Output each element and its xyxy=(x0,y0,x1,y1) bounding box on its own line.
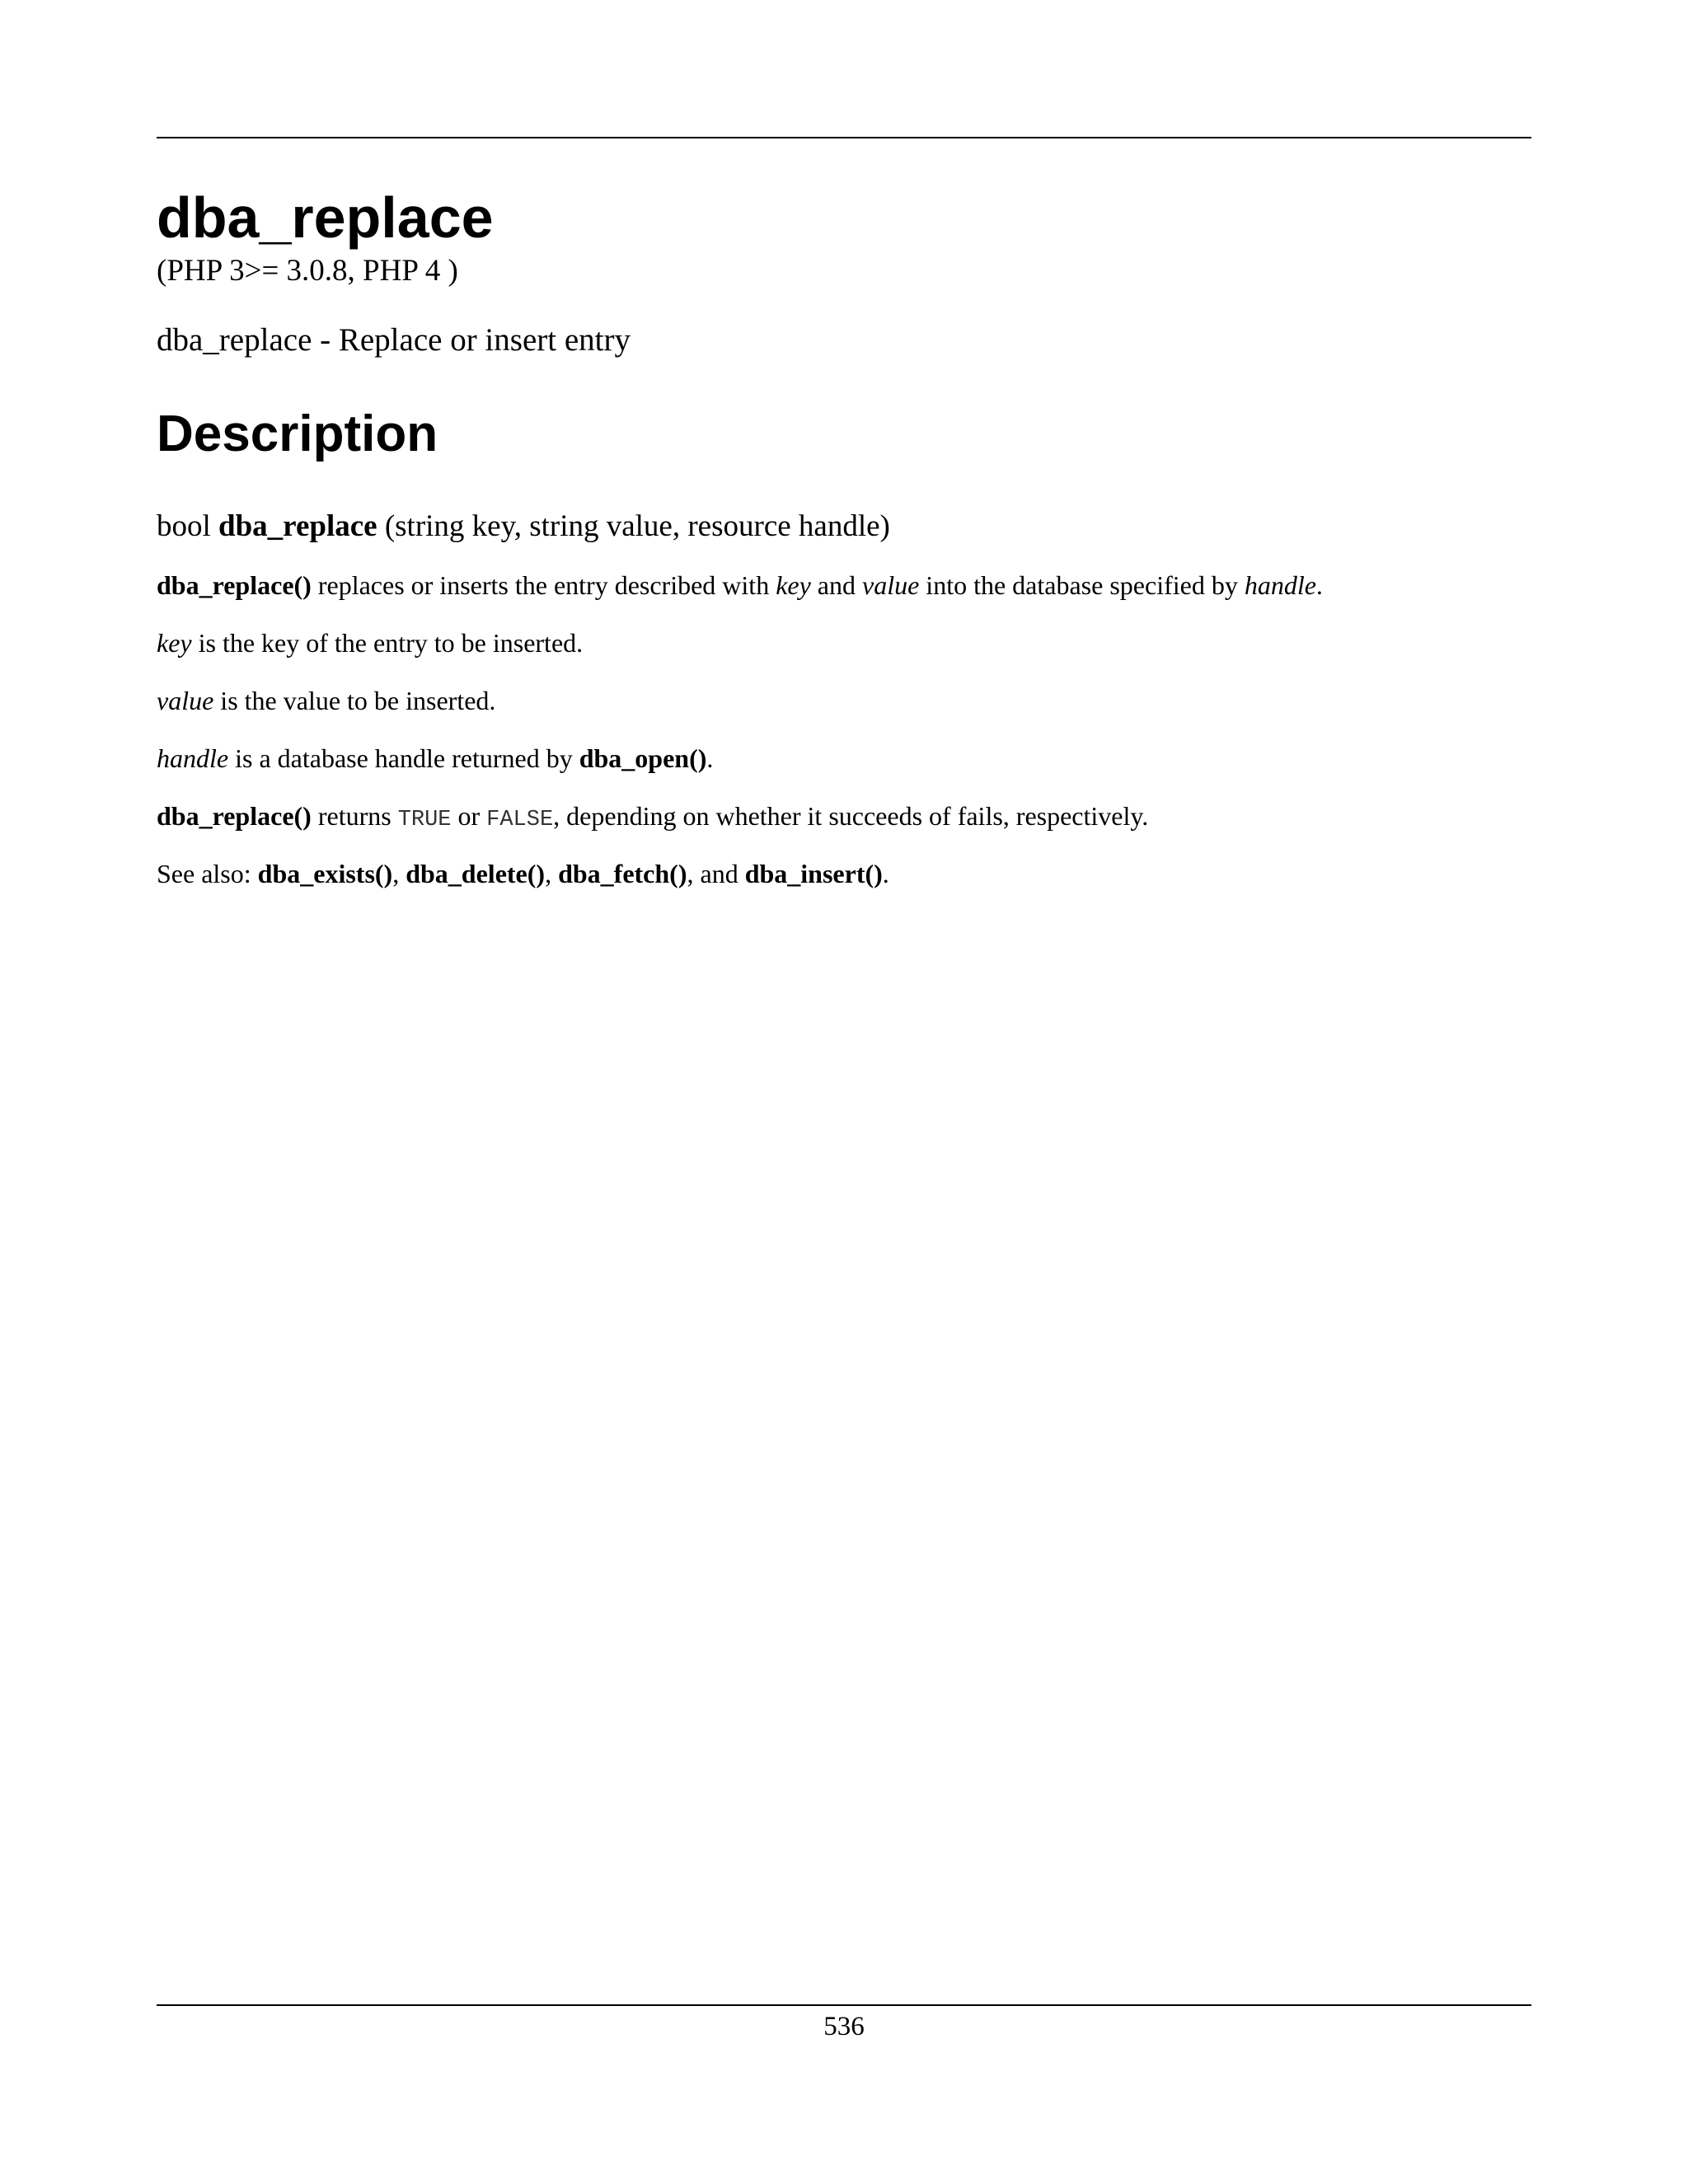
synopsis-function-name: dba_replace xyxy=(218,509,377,543)
paragraph-handle xyxy=(157,742,713,775)
synopsis-params: (string key, string value, resource handle) xyxy=(384,509,890,543)
param-handle: handle xyxy=(157,743,229,773)
function-ref: dba_replace() xyxy=(157,570,312,600)
return-type: bool xyxy=(157,509,211,543)
function-ref: dba_replace() xyxy=(157,801,312,831)
see-also-link-fetch[interactable]: dba_fetch() xyxy=(558,859,687,888)
constant-false: FALSE xyxy=(486,808,554,832)
paragraph-text: into the database specified by xyxy=(919,570,1245,600)
param-value: value xyxy=(157,686,214,715)
refname-line: dba_replace - Replace or insert entry xyxy=(157,322,631,358)
paragraph-text: replaces or inserts the entry described with xyxy=(311,570,776,600)
param-handle: handle xyxy=(1244,570,1316,600)
paragraph-text: and xyxy=(810,570,862,600)
paragraph-value xyxy=(157,684,495,717)
paragraph-text: , xyxy=(545,859,559,888)
header-rule xyxy=(157,137,1531,138)
paragraph-returns xyxy=(157,799,1148,835)
paragraph-text: is a database handle returned by xyxy=(228,743,579,773)
constant-true: TRUE xyxy=(397,808,452,832)
paragraph-text: or xyxy=(451,801,487,831)
param-key: key xyxy=(157,628,192,658)
paragraph-summary xyxy=(157,569,1323,602)
see-also-link-exists[interactable]: dba_exists() xyxy=(257,859,393,888)
paragraph-text: . xyxy=(706,743,714,773)
paragraph-text: , depending on whether it succeeds of fails, respectively. xyxy=(553,801,1149,831)
paragraph-text: . xyxy=(882,859,889,888)
paragraph-text: returns xyxy=(311,801,398,831)
paragraph-see-also xyxy=(157,857,889,890)
page-title: dba_replace xyxy=(157,185,494,250)
param-key: key xyxy=(776,570,811,600)
paragraph-key xyxy=(157,626,583,659)
function-ref: dba_open() xyxy=(579,743,707,773)
see-also-link-insert[interactable]: dba_insert() xyxy=(744,859,883,888)
paragraph-text: , and xyxy=(687,859,745,888)
page-number: 536 xyxy=(823,2012,865,2041)
paragraph-text: See also: xyxy=(157,859,258,888)
see-also-link-delete[interactable]: dba_delete() xyxy=(406,859,546,888)
footer-rule xyxy=(157,2004,1531,2006)
description-heading: Description xyxy=(157,405,438,462)
paragraph-text: , xyxy=(392,859,406,888)
paragraph-text: . xyxy=(1315,570,1323,600)
paragraph-text: is the key of the entry to be inserted. xyxy=(191,628,584,658)
paragraph-text: is the value to be inserted. xyxy=(213,686,496,715)
version-info: (PHP 3>= 3.0.8, PHP 4 ) xyxy=(157,254,458,288)
function-synopsis xyxy=(157,509,890,545)
param-value: value xyxy=(862,570,920,600)
